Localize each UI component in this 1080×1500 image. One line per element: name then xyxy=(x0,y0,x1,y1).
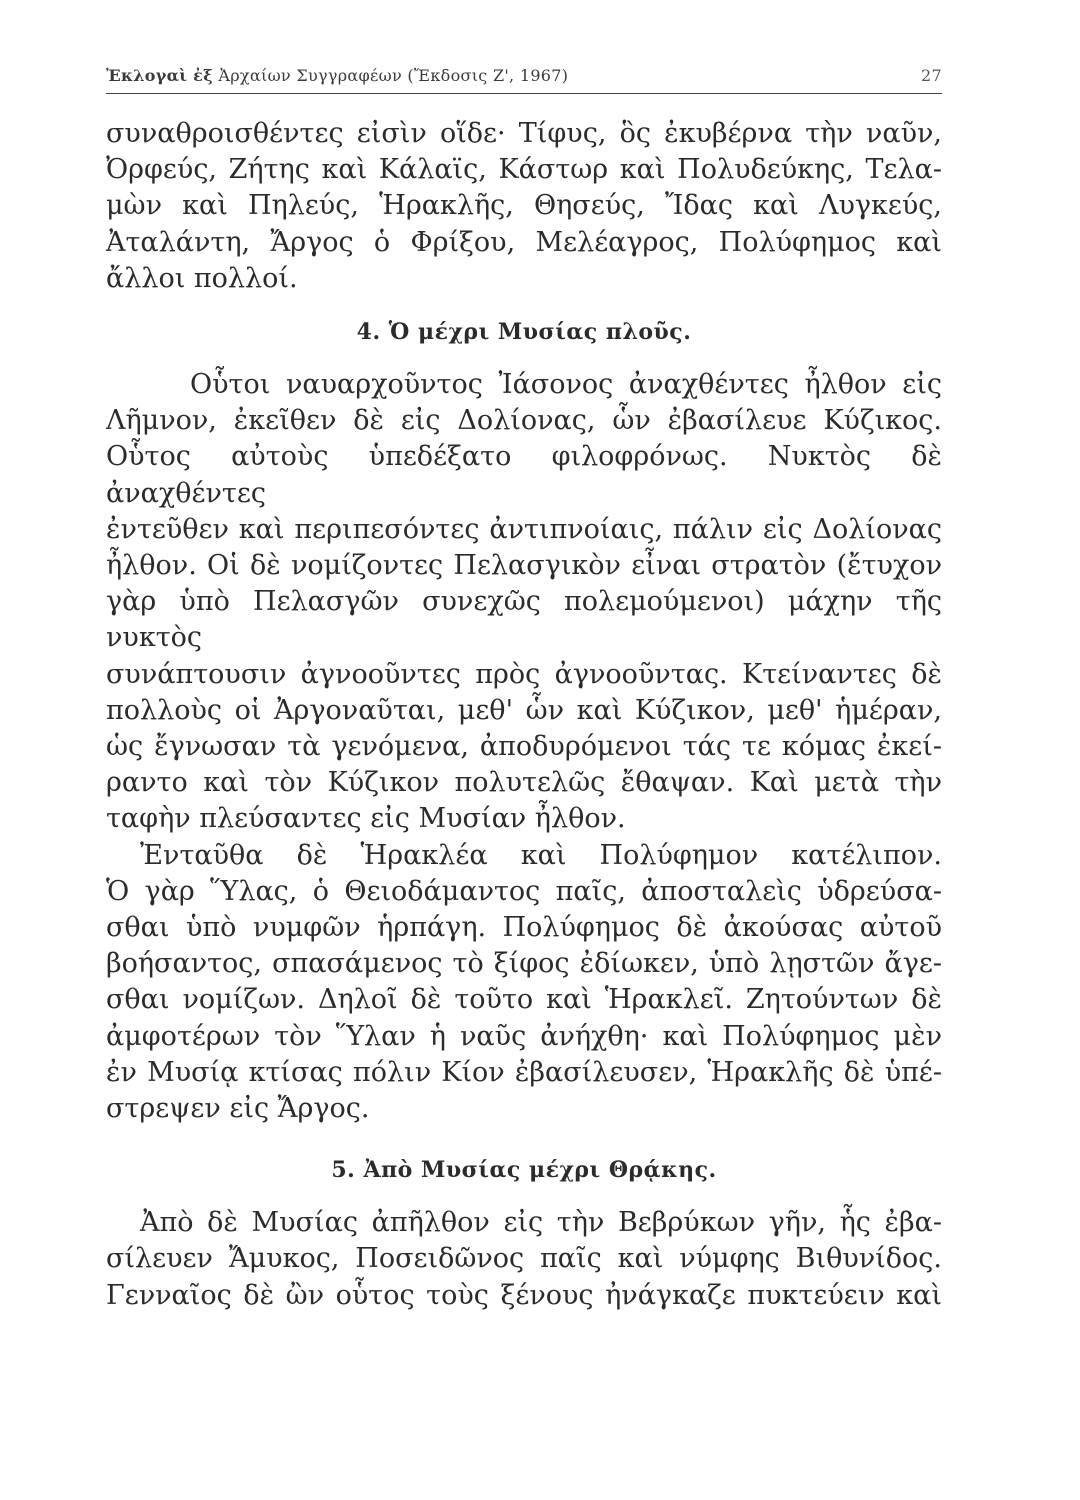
section-4-heading: 4. Ὁ μέχρι Μυσίας πλοῦς. xyxy=(356,319,692,346)
running-head-text xyxy=(106,66,568,85)
text-line: Ἀταλάντη, Ἄργος ὁ Φρίξου, Μελέαγρος, Πολύφημος καὶ xyxy=(106,226,942,258)
running-head-title: Ἐκλογαὶ ἐξ xyxy=(106,66,213,85)
section-5-paragraph-1 xyxy=(106,1205,942,1314)
text-line: Ἀπὸ δὲ Μυσίας ἀπῆλθον εἰς τὴν Βεβρύκων γῆν, ἧς ἐβα- xyxy=(140,1207,942,1239)
text-line: ἐντεῦθεν καὶ περιπεσόντες ἀντιπνοίαις, πάλιν εἰς Δολίονας xyxy=(106,513,942,545)
page-number: 27 xyxy=(921,66,942,85)
text-line: ἀμφοτέρων τὸν Ὕλαν ἡ ναῦς ἀνήχθη· καὶ Πολύφημος μὲν xyxy=(106,1020,942,1052)
text-line: στρεψεν εἰς Ἄργος. xyxy=(106,1093,370,1125)
text-line: Οὗτοι ναυαρχοῦντος Ἰάσονος ἀναχθέντες ἦλθον εἰς xyxy=(190,369,942,401)
text-line: σίλευεν Ἄμυκος, Ποσειδῶνος παῖς καὶ νύμφης Βιθυνίδος. xyxy=(106,1243,942,1275)
text-line: Γενναῖος δὲ ὢν οὗτος τοὺς ξένους ἠνάγκαζε πυκτεύειν καὶ xyxy=(106,1279,942,1311)
text-line: συνάπτουσιν ἀγνοοῦντες πρὸς ἀγνοοῦντας. Κτείναντες δὲ xyxy=(106,658,942,690)
text-line: μὼν καὶ Πηλεύς, Ἡρακλῆς, Θησεύς, Ἴδας καὶ Λυγκεύς, xyxy=(106,190,942,222)
running-head-subtitle: Ἀρχαίων Συγγραφέων (Ἔκδοσις Ζ', 1967) xyxy=(218,66,569,85)
text-line: ὡς ἔγνωσαν τὰ γενόμενα, ἀποδυρόμενοι τάς τε κόμας ἐκεί- xyxy=(106,731,942,763)
text-line: βοήσαντος, σπασάμενος τὸ ξίφος ἐδίωκεν, ὑπὸ λῃστῶν ἄγε- xyxy=(106,948,942,980)
text-line: σθαι νομίζων. Δηλοῖ δὲ τοῦτο καὶ Ἡρακλεῖ. Ζητούντων δὲ xyxy=(106,984,942,1016)
text-line: πολλοὺς οἱ Ἀργοναῦται, μεθ' ὧν καὶ Κύζικον, μεθ' ἡμέραν, xyxy=(106,694,942,726)
section-4-paragraph-2 xyxy=(106,838,942,1128)
intro-paragraph xyxy=(106,116,942,297)
text-line: ταφὴν πλεύσαντες εἰς Μυσίαν ἦλθον. xyxy=(106,803,626,835)
book-page xyxy=(106,66,942,1314)
running-head xyxy=(106,66,942,94)
text-line: ἦλθον. Οἱ δὲ νομίζοντες Πελασγικὸν εἶναι στρατὸν (ἔτυχον xyxy=(106,550,942,582)
text-line: Ὀρφεύς, Ζήτης καὶ Κάλαϊς, Κάστωρ καὶ Πολυδεύκης, Τελα- xyxy=(106,154,942,186)
text-line: Ὁ γὰρ Ὕλας, ὁ Θειοδάμαντος παῖς, ἀποσταλεὶς ὑδρεύσα- xyxy=(106,875,942,907)
text-line: Λῆμνον, ἐκεῖθεν δὲ εἰς Δολίονας, ὧν ἐβασίλευε Κύζικος. xyxy=(106,405,942,437)
text-line: γὰρ ὑπὸ Πελασγῶν συνεχῶς πολεμούμενοι) μάχην τῆς νυκτὸς xyxy=(106,586,942,654)
text-line: Ἐνταῦθα δὲ Ἡρακλέα καὶ Πολύφημον κατέλιπον. xyxy=(140,839,942,871)
text-line: σθαι ὑπὸ νυμφῶν ἡρπάγη. Πολύφημος δὲ ἀκούσας αὐτοῦ xyxy=(106,912,942,944)
text-line: Οὗτος αὐτοὺς ὑπεδέξατο φιλοφρόνως. Νυκτὸς δὲ ἀναχθέντες xyxy=(106,441,942,509)
text-line: ἄλλοι πολλοί. xyxy=(106,262,298,294)
text-line: ἐν Μυσίᾳ κτίσας πόλιν Κίον ἐβασίλευσεν, Ἡρακλῆς δὲ ὑπέ- xyxy=(106,1056,942,1088)
section-5-heading: 5. Ἀπὸ Μυσίας μέχρι Θρᾴκης. xyxy=(331,1157,717,1184)
section-4-paragraph-1 xyxy=(106,367,942,838)
text-line: συναθροισθέντες εἰσὶν οἵδε· Τίφυς, ὃς ἐκυβέρνα τὴν ναῦν, xyxy=(106,118,942,149)
text-line: ραντο καὶ τὸν Κύζικον πολυτελῶς ἔθαψαν. Καὶ μετὰ τὴν xyxy=(106,767,942,799)
